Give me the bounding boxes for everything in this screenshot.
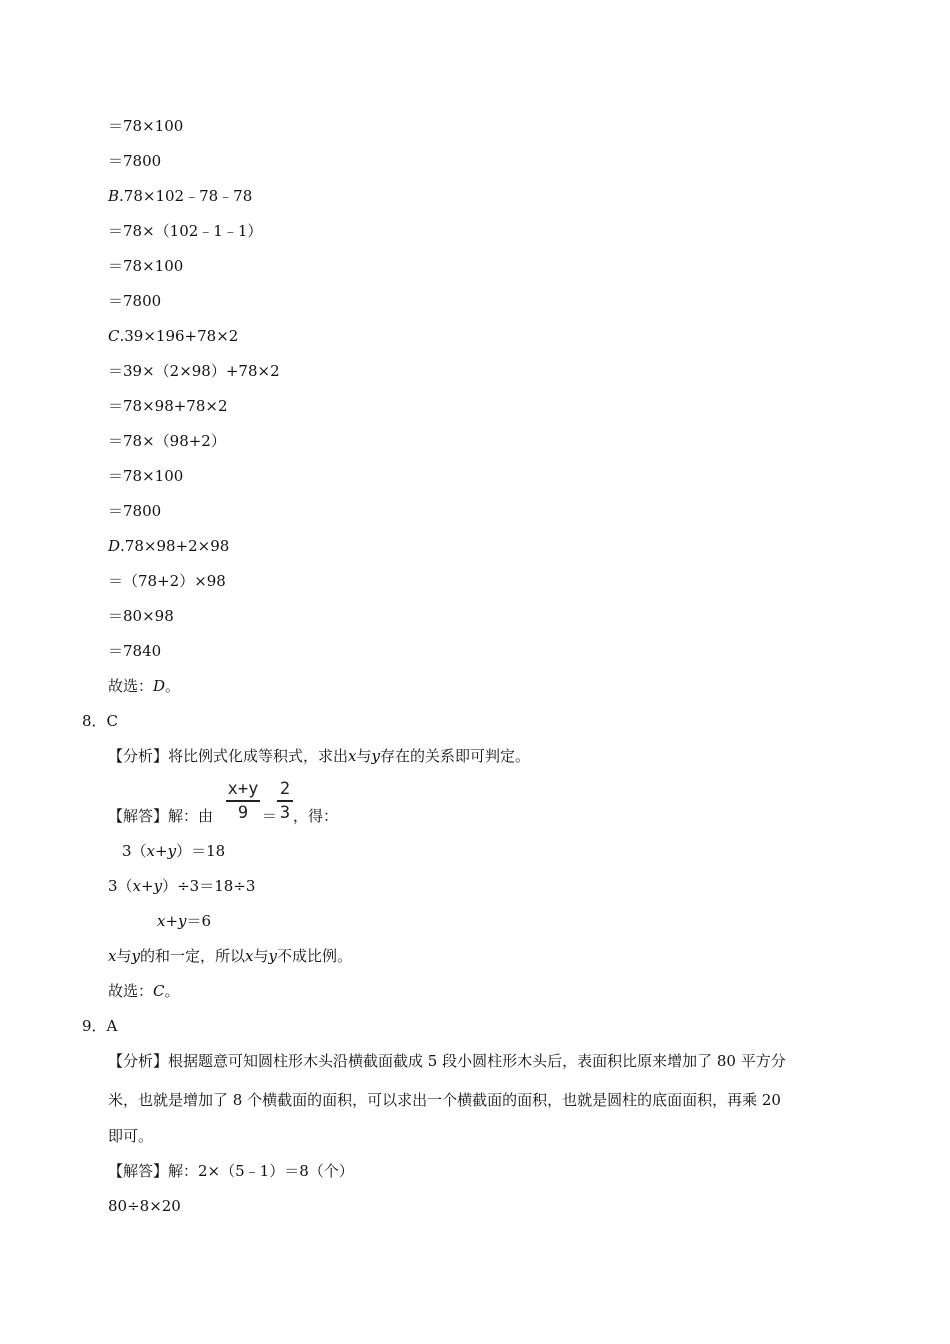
choice-letter: D xyxy=(153,677,166,695)
var-y: y xyxy=(131,947,140,965)
var-x: x xyxy=(244,947,254,965)
option-d-expression xyxy=(108,536,229,556)
calc-line: ＝78×98+78×2 xyxy=(108,397,228,415)
var-x: x xyxy=(157,912,166,930)
calc-line: ＝7800 xyxy=(108,292,162,310)
calc-line: ＝7840 xyxy=(108,642,162,660)
answer-choice xyxy=(108,676,180,696)
calc-line: ＝80×98 xyxy=(108,607,174,625)
analysis-text xyxy=(108,746,530,766)
question-number: 8．C xyxy=(82,712,119,730)
calc-line: ＝78×100 xyxy=(108,257,184,275)
solution-step xyxy=(108,876,255,896)
var-y: y xyxy=(167,842,177,860)
equals-sign: ＝ xyxy=(262,807,278,825)
text-segment: 【分析】将比例式化成等积式，求出 xyxy=(108,747,349,765)
text-segment: 与 xyxy=(356,747,372,765)
choice-suffix: 。 xyxy=(165,677,181,695)
calc-line: ＝78×100 xyxy=(108,467,184,485)
choice-prefix: 故选： xyxy=(108,677,154,695)
analysis-text: 米，也就是增加了 8 个横截面的面积，可以求出一个横截面的面积，也就是圆柱的底面面积，再乘 20 xyxy=(108,1091,781,1109)
analysis-text: 即可。 xyxy=(108,1127,154,1145)
text-segment: + xyxy=(155,842,168,860)
option-letter: B xyxy=(108,187,120,205)
expression-text: .39×196+78×2 xyxy=(119,327,239,345)
fraction-denominator: 3 xyxy=(279,803,291,823)
expression-text: .78×102﹣78﹣78 xyxy=(119,187,253,205)
calc-line: ＝7800 xyxy=(108,502,162,520)
expression-text: .78×98+2×98 xyxy=(120,537,230,555)
calc-line: ＝78×（98+2） xyxy=(108,432,226,450)
solution-step xyxy=(122,841,225,861)
text-segment: ）＝18 xyxy=(176,842,226,860)
solution-intro: 【解答】解：由 xyxy=(108,807,214,825)
option-b-expression xyxy=(108,186,252,206)
fraction-numerator: x+y xyxy=(227,779,259,799)
calc-line: ＝78×（102﹣1﹣1） xyxy=(108,222,263,240)
analysis-text: 【分析】根据题意可知圆柱形木头沿横截面截成 5 段小圆柱形木头后，表面积比原来增加了 80 平方分 xyxy=(108,1052,786,1070)
answer-choice xyxy=(108,981,180,1001)
fraction-denominator: 9 xyxy=(237,803,249,823)
var-y: y xyxy=(268,947,277,965)
text-segment: 3（ xyxy=(122,842,147,860)
text-segment: 不成比例。 xyxy=(276,947,352,965)
var-x: x xyxy=(108,947,117,965)
text-segment: 与 xyxy=(253,947,269,965)
option-c-expression xyxy=(108,326,238,346)
option-letter: D xyxy=(108,537,121,555)
text-segment: + xyxy=(165,912,179,930)
var-y: y xyxy=(178,912,187,930)
var-x: x xyxy=(132,877,142,895)
option-letter: C xyxy=(108,327,120,345)
text-segment: 与 xyxy=(116,947,132,965)
var-x: x xyxy=(146,842,156,860)
var-y: y xyxy=(371,747,380,765)
fraction-x-plus-y-over-9 xyxy=(226,779,260,823)
text-segment: 的和一定，所以 xyxy=(139,947,245,965)
calc-line: ＝78×100 xyxy=(108,117,184,135)
fraction-bar xyxy=(226,800,260,802)
text-segment: 存在的关系即可判定。 xyxy=(379,747,530,765)
fraction-numerator: 2 xyxy=(279,779,291,799)
fraction-bar xyxy=(277,800,293,802)
conclusion xyxy=(108,946,352,966)
choice-letter: C xyxy=(153,982,165,1000)
text-segment: ＝6 xyxy=(186,912,212,930)
calc-line: ＝39×（2×98）+78×2 xyxy=(108,362,280,380)
text-segment: ）÷3＝18÷3 xyxy=(162,877,256,895)
text-segment: + xyxy=(141,877,154,895)
solution-step: 80÷8×20 xyxy=(108,1197,181,1215)
solution-intro-suffix: ，得： xyxy=(293,807,339,825)
choice-suffix: 。 xyxy=(164,982,180,1000)
question-number: 9．A xyxy=(82,1017,118,1035)
var-x: x xyxy=(348,747,357,765)
calc-line: ＝（78+2）×98 xyxy=(108,572,226,590)
solution-step xyxy=(157,911,211,931)
fraction-2-over-3 xyxy=(277,779,293,823)
choice-prefix: 故选： xyxy=(108,982,154,1000)
solution-intro: 【解答】解：2×（5﹣1）＝8（个） xyxy=(108,1162,354,1180)
text-segment: 3（ xyxy=(108,877,133,895)
var-y: y xyxy=(153,877,163,895)
calc-line: ＝7800 xyxy=(108,152,162,170)
